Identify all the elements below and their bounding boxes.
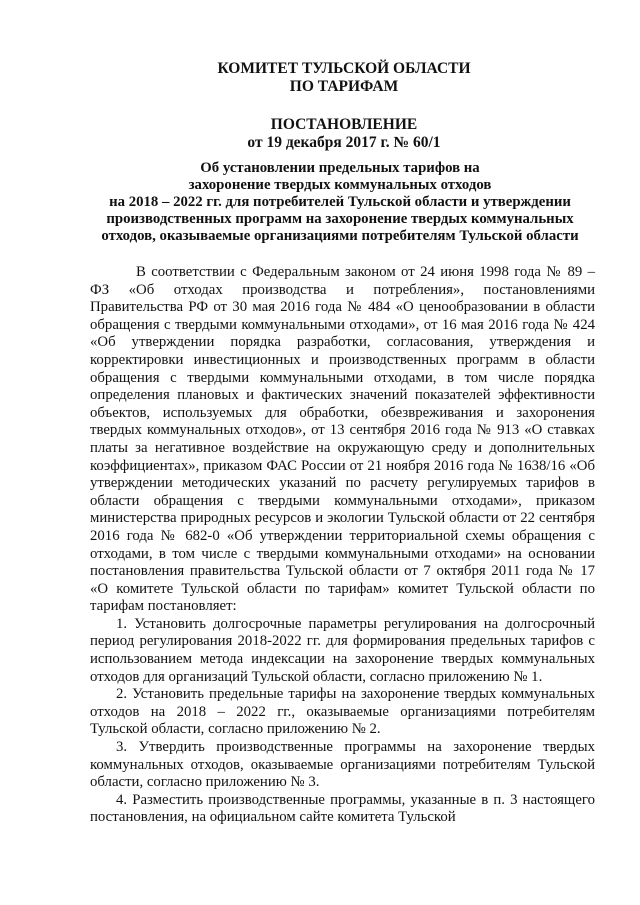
decree-heading (0, 116, 640, 152)
document-subject (88, 160, 592, 245)
preamble-paragraph: В соответствии с Федеральным законом от 24 июня 1998 года № 89 – ФЗ «Об отходах производства и потребления», постановлениями Правительства РФ от 30 мая 2016 года № 484 «О ценообразовании в области обращения с твердыми коммунальными отходами», от 16 мая 2016 года № 424 «Об утверждении порядка разработки, согласования, утверждения и корректировки инвестиционных и производственных программ в области обращения с твердыми коммунальными отходами, в том числе порядка определения плановых и фактических значений показателей эффективности объектов, используемых для обработки, обезвреживания и захоронения твердых коммунальных отходов», от 13 сентября 2016 года № 913 «О ставках платы за негативное воздействие на окружающую среду и дополнительных коэффициентах», приказом ФАС России от 21 ноября 2016 года № 1638/16 «Об утверждении методических указаний по расчету регулируемых тарифов в области обращения с твердыми коммунальными отходами», приказом министерства природных ресурсов и экологии Тульской области от 22 сентября 2016 года № 682-0 «Об утверждении территориальной схемы обращения с отходами, в том числе с твердыми коммунальными отходами» на основании постановления правительства Тульской области от 7 октября 2011 года № 17 «О комитете Тульской области по тарифам» комитет Тульской области по тарифам постановляет: (90, 264, 595, 615)
org-name-line2: ПО ТАРИФАМ (289, 78, 399, 95)
document-date-number: от 19 декабря 2017 г. № 60/1 (247, 134, 441, 151)
clause-3: 3. Утвердить производственные программы на захоронение твердых коммунальных отходов, оказываемые организациями потребителям Тульской области, согласно приложению № 3. (90, 739, 595, 791)
document-body (90, 264, 595, 827)
clause-2: 2. Установить предельные тарифы на захоронение твердых коммунальных отходов на 2018 – 2022 гг., оказываемые организациями потребителям Тульской области, согласно приложению № 2. (90, 686, 595, 738)
subject-line: производственных программ на захоронение твердых коммунальных (106, 211, 574, 227)
org-name-line1: КОМИТЕТ ТУЛЬСКОЙ ОБЛАСТИ (217, 60, 471, 77)
organization-heading (0, 60, 640, 96)
clause-4: 4. Разместить производственные программы, указанные в п. 3 настоящего постановления, на официальном сайте комитета Тульской (90, 791, 595, 826)
subject-line: отходов, оказываемые организациями потребителям Тульской области (101, 228, 579, 244)
subject-line: Об установлении предельных тарифов на (200, 160, 480, 176)
subject-line: захоронение твердых коммунальных отходов (188, 177, 492, 193)
document-type: ПОСТАНОВЛЕНИЕ (270, 116, 418, 133)
clause-1: 1. Установить долгосрочные параметры регулирования на долгосрочный период регулирования 2018-2022 гг. для формирования предельных тарифов с использованием метода индексации на захоронение твердых коммунальных отходов для организаций Тульской области, согласно приложению № 1. (90, 615, 595, 685)
subject-line: на 2018 – 2022 гг. для потребителей Тульской области и утверждении (109, 194, 571, 210)
